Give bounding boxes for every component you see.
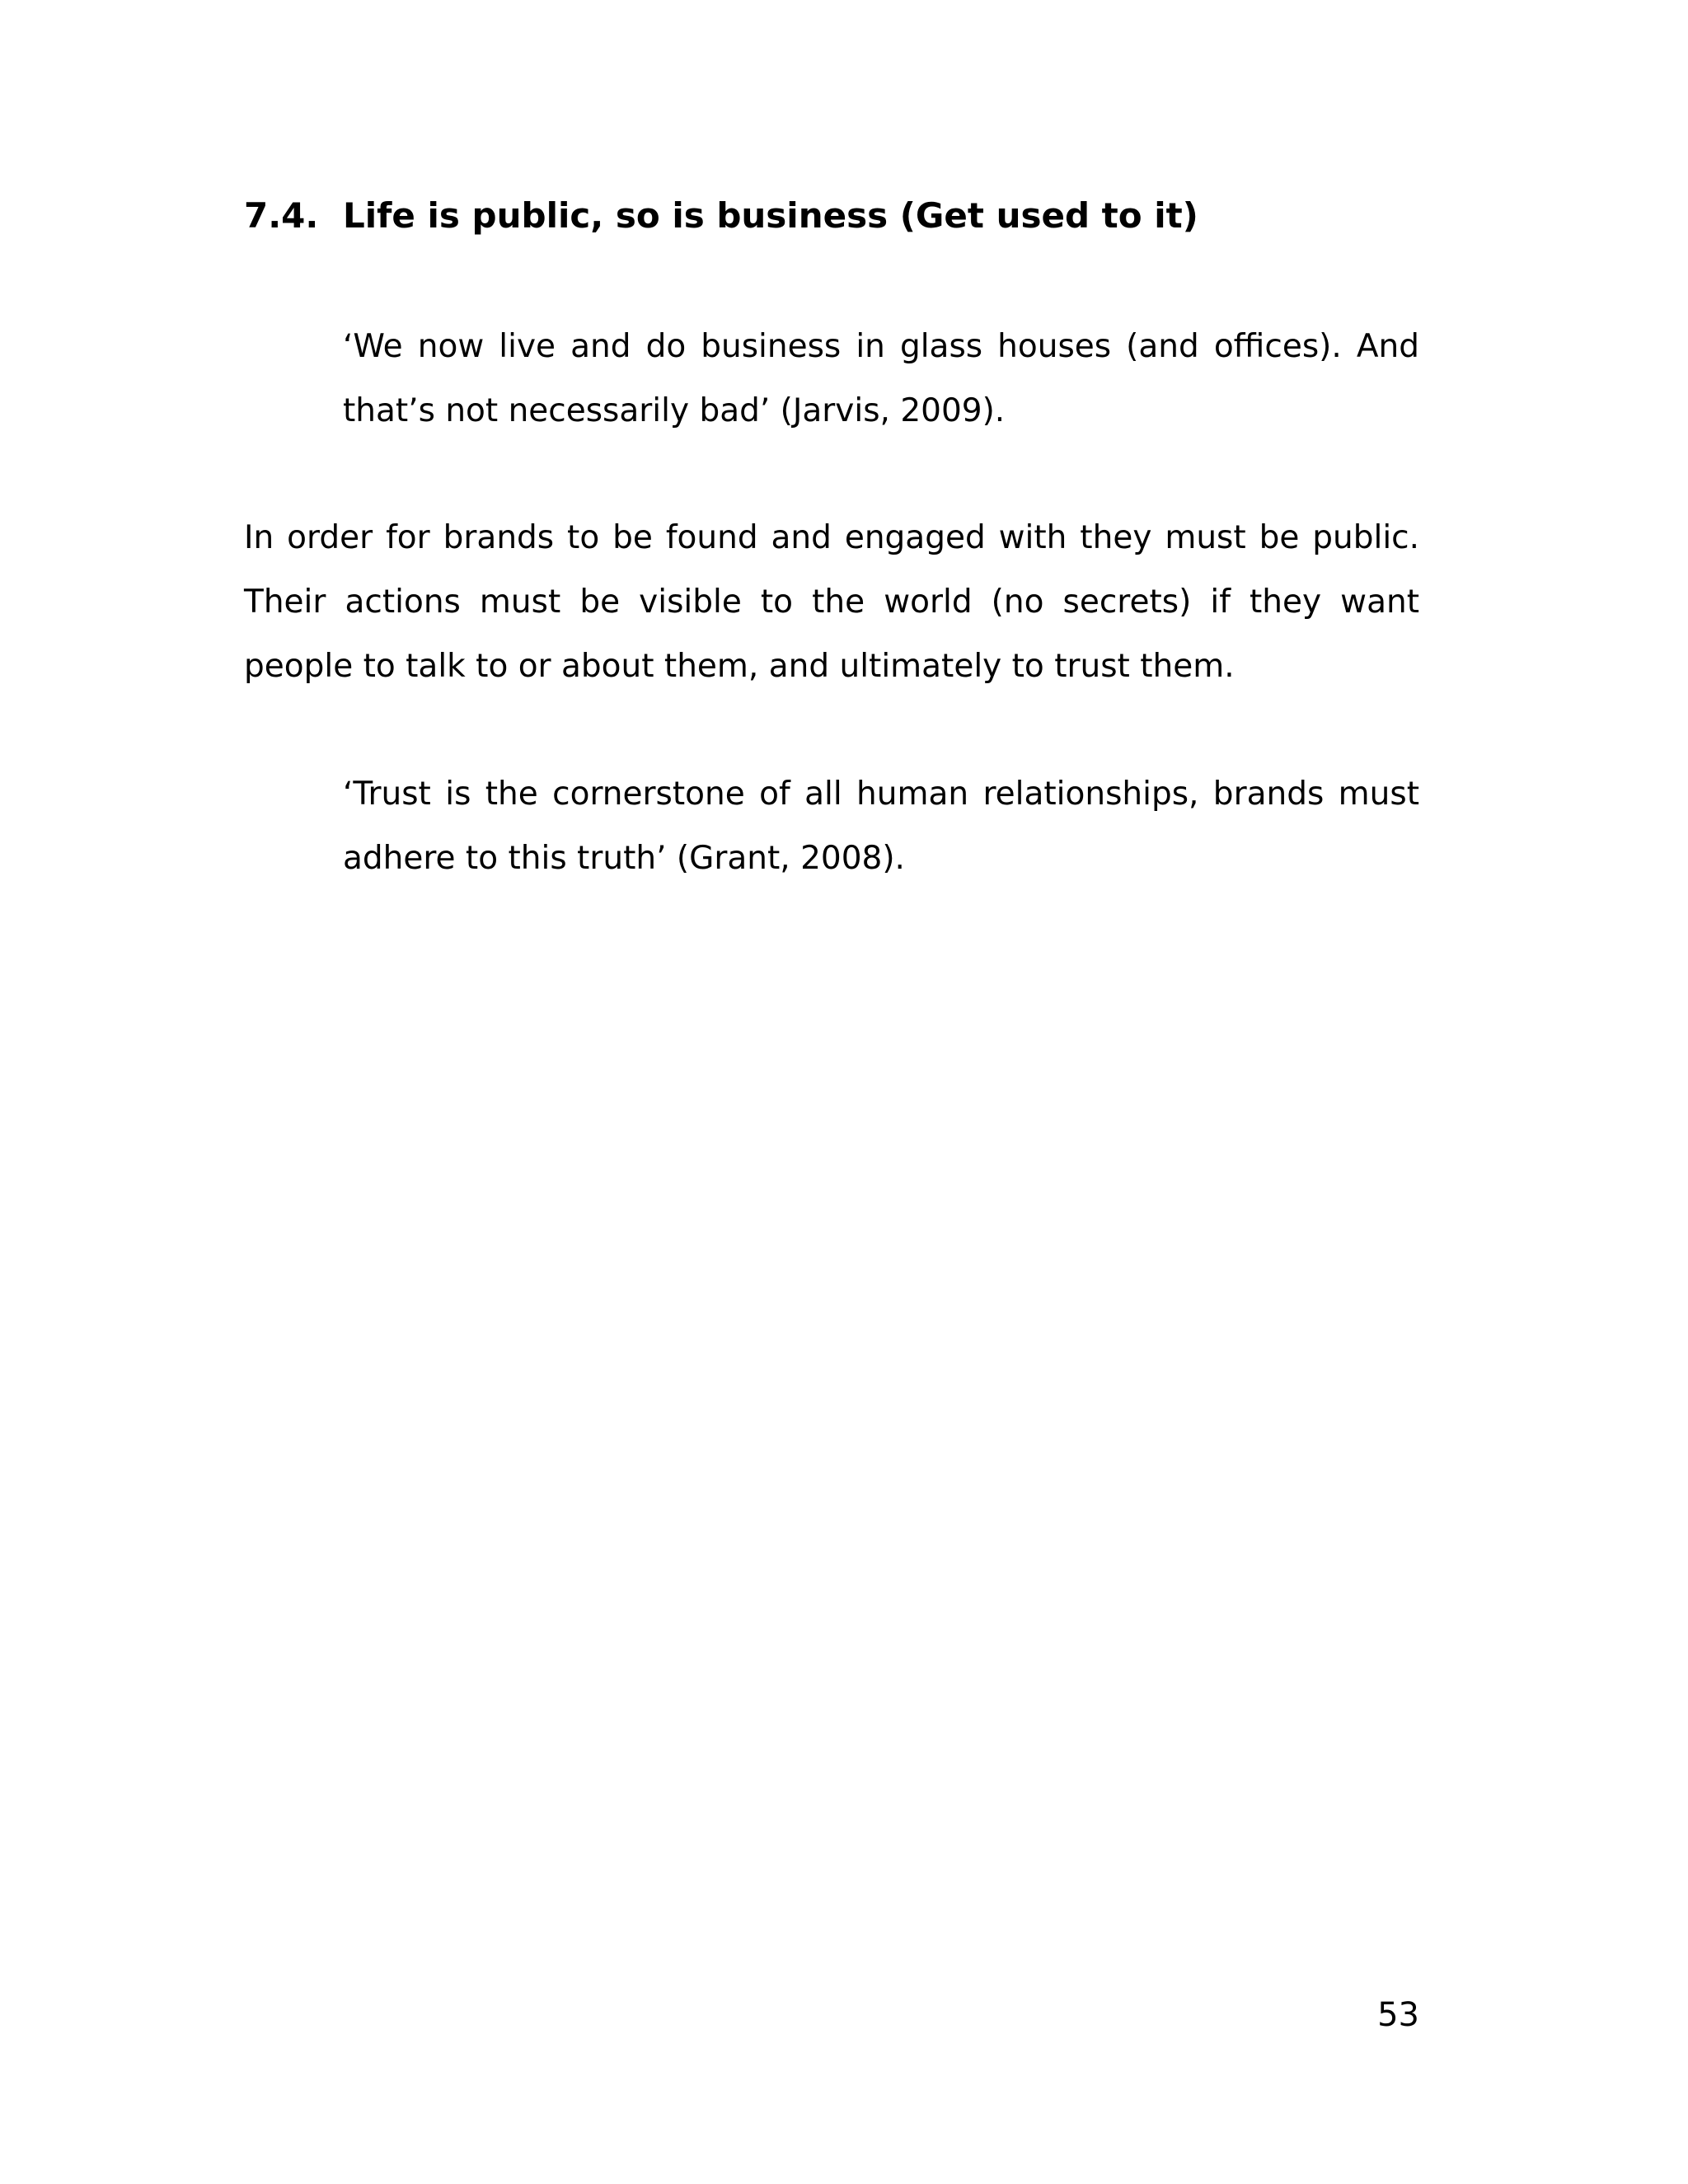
section-title: Life is public, so is business (Get used to it) — [343, 195, 1198, 236]
body-paragraph: In order for brands to be found and engaged with they must be public. Their actions must be visible to the world (no secrets) if they want people to talk to or about them, and ultimately to trust them. — [244, 519, 1419, 685]
block-quote-grant: ‘Trust is the cornerstone of all human relationships, brands must adhere to this truth’ (Grant, 2008). — [343, 776, 1419, 877]
block-quote-jarvis: ‘We now live and do business in glass houses (and offices). And that’s not necessarily bad’ (Jarvis, 2009). — [343, 328, 1419, 429]
page-number: 53 — [1377, 1996, 1419, 2034]
section-number: 7.4. — [244, 195, 319, 236]
section-heading — [244, 191, 1423, 241]
